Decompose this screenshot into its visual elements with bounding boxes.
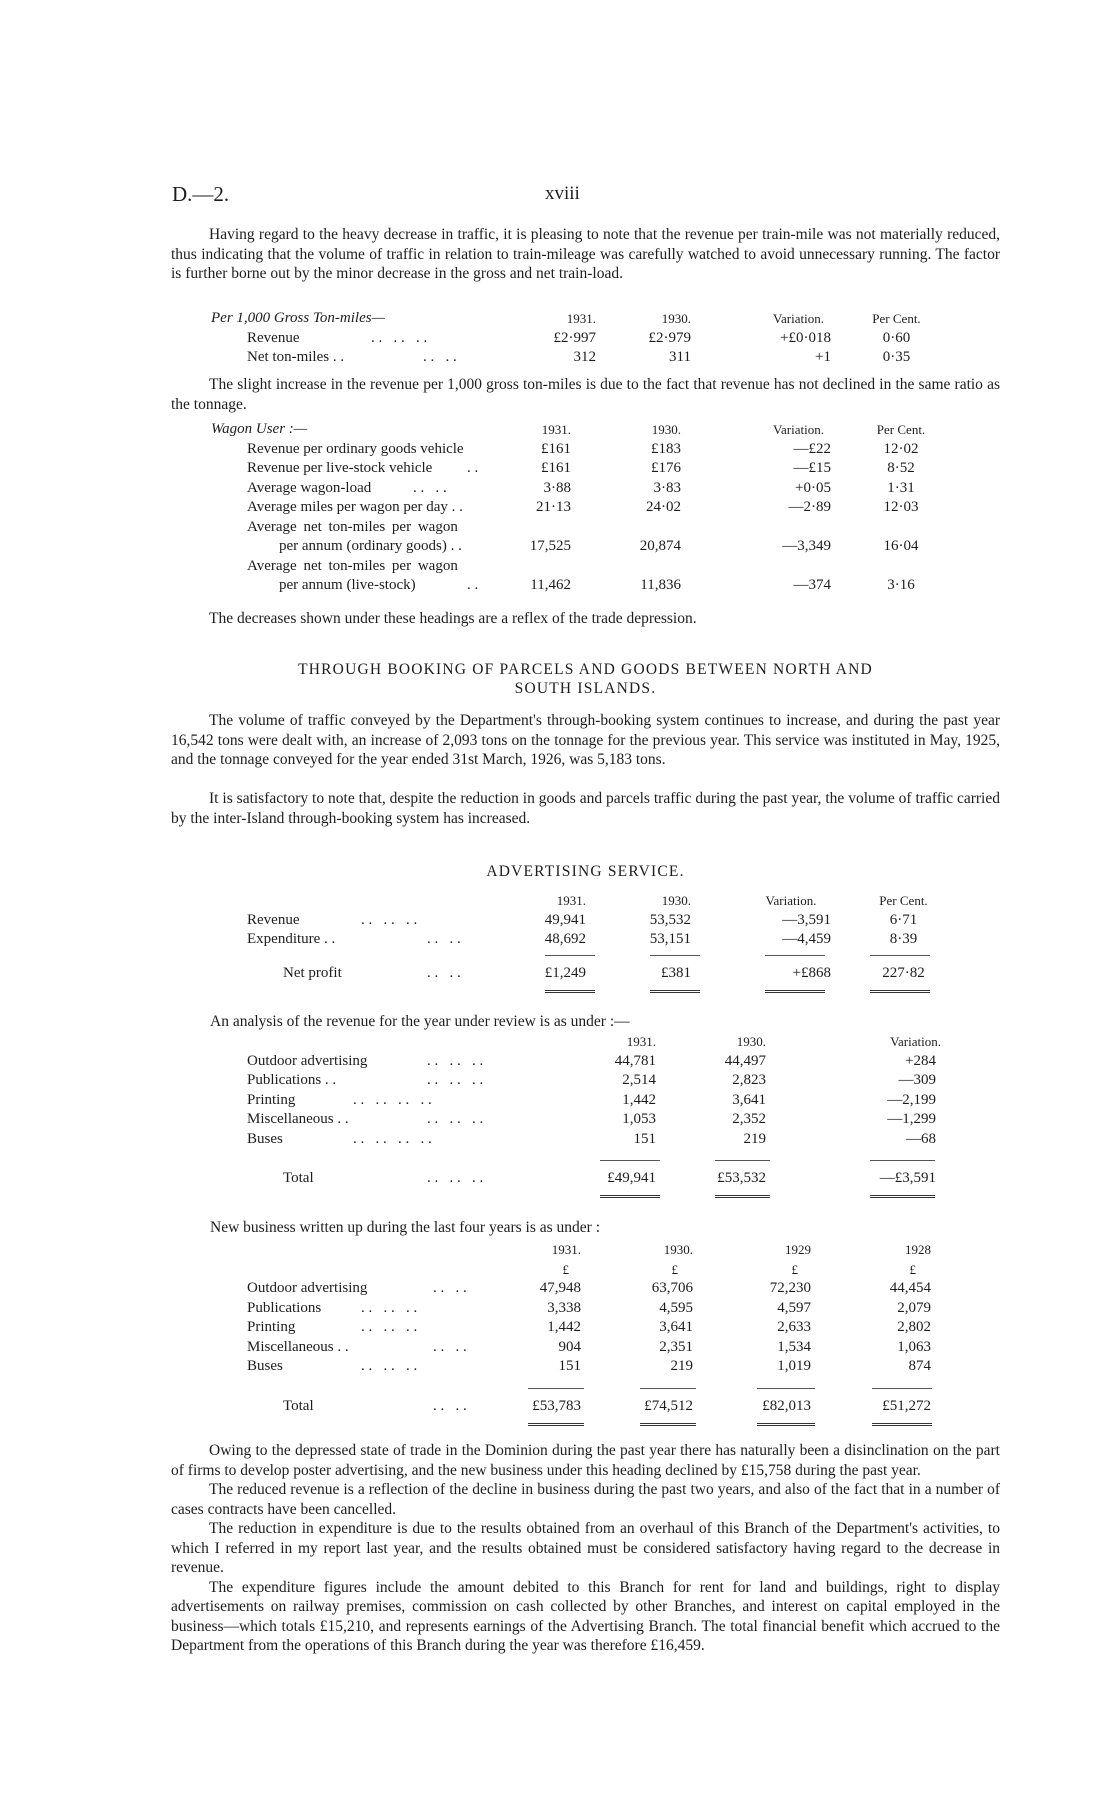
col-header: Variation. [773, 311, 824, 326]
cell: 2,514 [622, 1072, 656, 1088]
table-row [171, 911, 971, 931]
cell: 2,633 [777, 1319, 811, 1335]
cell: 12·03 [883, 499, 919, 515]
row-label: Total [283, 1398, 314, 1414]
cell: 0·35 [882, 349, 911, 365]
cell: 3·88 [543, 479, 571, 496]
double-rule [600, 1195, 660, 1198]
cell: 11,462 [530, 577, 571, 593]
cell: 311 [669, 349, 691, 365]
new-business-total [171, 1397, 1001, 1417]
cell: 312 [573, 349, 596, 365]
table-row [171, 1279, 1001, 1299]
col-header: 1930. [663, 1242, 693, 1257]
cell: 8·52 [887, 460, 915, 476]
rule [545, 955, 595, 956]
col-header: 1931. [541, 422, 571, 437]
advertising-heading: ADVERTISING SERVICE. [486, 863, 685, 880]
double-rule [545, 990, 595, 993]
through-booking-heading-1: THROUGH BOOKING OF PARCELS AND GOODS BETWEEN NORTH AND [298, 661, 873, 678]
advertising-total [171, 964, 971, 984]
double-rule [650, 990, 700, 993]
table-row [171, 964, 971, 984]
cell: 2,802 [897, 1319, 931, 1335]
cell: 53,532 [649, 911, 691, 928]
cell: 48,692 [544, 931, 586, 947]
gross-paragraph: The slight increase in the revenue per 1,000 gross ton-miles is due to the fact that revenue has not declined in the same ratio as the tonnage. [171, 376, 1000, 413]
cell: —3,591 [782, 911, 831, 928]
cell: 0·60 [882, 329, 911, 346]
revenue-analysis-intro: An analysis of the revenue for the year under review is as under :— [210, 1013, 630, 1030]
row-leaders: . . . . . . [371, 329, 428, 346]
cell: £161 [541, 440, 571, 457]
revenue-analysis-table [171, 1032, 1001, 1149]
col-header: 1930. [661, 311, 691, 326]
cell: £161 [541, 460, 571, 476]
row-label: Total [283, 1170, 314, 1186]
row-label: Revenue [247, 329, 300, 346]
cell: 1,534 [777, 1338, 811, 1355]
col-header: 1930. [651, 422, 681, 437]
double-rule [870, 990, 930, 993]
col-header: 1929 [785, 1242, 811, 1257]
cell: 21·13 [536, 499, 571, 515]
row-label: per annum (ordinary goods) . . [279, 538, 462, 554]
cell: 1,019 [777, 1358, 811, 1374]
row-label: Average net ton-miles per wagon [247, 518, 458, 535]
closing-paragraph: Owing to the depressed state of trade in the Dominion during the past year there has naturally been a disinclination on the part of firms to develop poster advertising, and the new business under this heading declined by £15,758 during the past year. [171, 1442, 1000, 1479]
gross-ton-miles-title: Per 1,000 Gross Ton-miles— [211, 310, 385, 326]
currency-symbol: £ [909, 1261, 916, 1277]
cell: £176 [651, 460, 681, 476]
double-rule [528, 1423, 584, 1426]
cell: —68 [906, 1130, 936, 1147]
cell: 17,525 [529, 538, 571, 554]
cell: 44,454 [889, 1280, 931, 1296]
cell: £53,783 [532, 1398, 581, 1414]
row-leaders: . . . . . . [427, 1111, 484, 1127]
cell: 1,063 [897, 1338, 931, 1355]
new-business-intro: New business written up during the last four years is as under : [210, 1219, 601, 1236]
cell: 3,641 [659, 1319, 693, 1335]
row-label: Publications . . [247, 1072, 337, 1088]
cell: —£22 [793, 440, 831, 457]
col-header: 1931. [566, 311, 596, 326]
row-label: Printing [247, 1319, 296, 1335]
cell: 3,641 [732, 1091, 766, 1108]
table-row [171, 1338, 1001, 1358]
row-label: Average wagon-load [247, 479, 372, 496]
table-row [171, 1318, 1001, 1338]
cell: +0·05 [795, 479, 831, 496]
cell: £2·997 [553, 329, 596, 346]
table-row [171, 498, 951, 518]
table-row [171, 1397, 1001, 1417]
table-row [171, 1169, 1001, 1189]
cell: +£0·018 [780, 329, 831, 346]
cell: —2·89 [788, 499, 831, 515]
row-label: Expenditure . . [247, 931, 336, 947]
row-label: Net ton-miles . . [247, 349, 345, 365]
cell: 12·02 [883, 440, 919, 457]
cell: £1,249 [544, 965, 586, 981]
rule [757, 1388, 815, 1389]
col-header: 1930. [736, 1034, 766, 1049]
through-booking-heading-2: SOUTH ISLANDS. [514, 680, 657, 697]
row-leaders: . . . . . . [361, 1319, 418, 1335]
cell: +1 [815, 349, 831, 365]
table-row [171, 1130, 1001, 1150]
closing-section [171, 1441, 1000, 1656]
cell: 44,781 [614, 1052, 656, 1069]
gross-ton-miles-table [171, 309, 951, 368]
cell: —3,349 [782, 538, 831, 554]
cell: 2,079 [897, 1299, 931, 1316]
page-number: xviii [545, 183, 580, 204]
advertising-table [171, 891, 971, 950]
rule [715, 1160, 770, 1161]
col-header: 1928 [905, 1242, 931, 1257]
cell: 219 [670, 1358, 693, 1374]
row-leaders: . . . . [433, 1338, 467, 1355]
cell: 874 [908, 1358, 931, 1374]
rule [640, 1388, 696, 1389]
double-rule [715, 1195, 770, 1198]
cell: 1,442 [547, 1319, 581, 1335]
table-row [171, 1110, 1001, 1130]
row-label: Publications [247, 1299, 322, 1316]
cell: 904 [558, 1338, 581, 1355]
table-row [171, 576, 951, 596]
row-leaders: . . . . . . [361, 1358, 418, 1374]
cell: 227·82 [882, 965, 925, 981]
row-label: Printing [247, 1091, 296, 1108]
cell: 49,941 [544, 911, 586, 928]
wagon-user-title: Wagon User :— [211, 421, 308, 437]
cell: 2,823 [732, 1072, 766, 1088]
row-leaders: . . . . [433, 1280, 467, 1296]
cell: £74,512 [644, 1398, 693, 1414]
cell: £2·979 [648, 329, 691, 346]
row-leaders: . . . . [427, 965, 461, 981]
cell: £183 [651, 440, 681, 457]
row-leaders: . . . . . . . . [353, 1130, 432, 1147]
cell: 3,338 [547, 1299, 581, 1316]
col-header: 1930. [661, 893, 691, 908]
row-label: Net profit [283, 965, 342, 981]
cell: 151 [558, 1358, 581, 1374]
wagon-paragraph: The decreases shown under these headings are a reflex of the trade depression. [209, 610, 697, 627]
row-label: Average net ton-miles per wagon [247, 557, 458, 574]
rule [650, 955, 700, 956]
cell: £381 [661, 965, 691, 981]
table-row [171, 1357, 1001, 1377]
row-label: Revenue per ordinary goods vehicle [247, 440, 464, 457]
cell: 2,352 [732, 1111, 766, 1127]
cell: —309 [898, 1072, 936, 1088]
cell: 44,497 [724, 1052, 766, 1069]
table-row [171, 518, 951, 538]
row-label: Miscellaneous . . [247, 1338, 349, 1355]
cell: 4,595 [659, 1299, 693, 1316]
cell: 219 [743, 1130, 766, 1147]
table-row [171, 930, 971, 950]
currency-symbol: £ [791, 1261, 798, 1277]
rule [870, 1160, 935, 1161]
table-row [171, 1052, 1001, 1072]
row-leaders: . . [467, 460, 479, 476]
cell: 24·02 [646, 499, 681, 515]
cell: £82,013 [762, 1398, 811, 1414]
cell: 1,053 [622, 1111, 656, 1127]
cell: 72,230 [769, 1280, 811, 1296]
cell: 151 [633, 1130, 656, 1147]
double-rule [757, 1423, 815, 1426]
table-row [171, 479, 951, 499]
cell: £51,272 [882, 1398, 931, 1414]
cell: 1·31 [887, 479, 915, 496]
through-booking-paragraph-1: The volume of traffic conveyed by the Department's through-booking system continues to increase, and during the past year 16,542 tons were dealt with, an increase of 2,093 tons on the tonnage for the previous year. This service was instituted in May, 1925, and the tonnage conveyed for the year ended 31st March, 1926, was 5,183 tons. [171, 712, 1000, 768]
row-label: Revenue [247, 911, 300, 928]
rule [872, 1388, 932, 1389]
rule [870, 955, 930, 956]
row-leaders: . . . . . . [361, 911, 418, 928]
cell: 3·16 [887, 577, 915, 593]
row-label: Buses [247, 1130, 283, 1147]
cell: 1,442 [622, 1091, 656, 1108]
row-label: Outdoor advertising [247, 1280, 368, 1296]
double-rule [640, 1423, 696, 1426]
row-leaders: . . . . . . [427, 1052, 484, 1069]
cell: —£15 [793, 460, 831, 476]
rule [765, 955, 825, 956]
cell: —2,199 [887, 1091, 936, 1108]
col-header: Variation. [765, 893, 817, 908]
cell: 53,151 [649, 931, 691, 947]
col-header: 1931. [626, 1034, 656, 1049]
revenue-analysis-total [171, 1169, 1001, 1189]
cell: —1,299 [887, 1111, 936, 1127]
row-label: Miscellaneous . . [247, 1111, 349, 1127]
currency-symbol: £ [562, 1261, 569, 1277]
closing-paragraph: The reduction in expenditure is due to the results obtained from an overhaul of this Branch of the Department's activities, to which I referred in my report last year, and the results obtained must be considered satisfactory having regard to the decrease in revenue. [171, 1520, 1000, 1576]
cell: 16·04 [883, 538, 919, 554]
closing-paragraph: The reduced revenue is a reflection of the decline in business during the past two years, and also of the fact that in a number of cases contracts have been cancelled. [171, 1481, 1000, 1518]
col-header: Variation. [890, 1034, 941, 1049]
cell: 8·39 [889, 931, 918, 947]
cell: 6·71 [889, 911, 918, 928]
cell: 47,948 [539, 1280, 581, 1296]
table-row [171, 459, 951, 479]
table-row [171, 329, 951, 349]
row-leaders: . . . . [423, 349, 457, 365]
row-leaders: . . . . . . [427, 1072, 484, 1088]
col-header: Variation. [773, 422, 824, 437]
cell: +£868 [792, 965, 831, 981]
double-rule [872, 1423, 932, 1426]
cell: £49,941 [607, 1170, 656, 1186]
table-row [171, 1091, 1001, 1111]
col-header: 1931. [551, 1242, 581, 1257]
cell: —374 [793, 577, 831, 593]
new-business-table [171, 1240, 1001, 1377]
row-leaders: . . . . . . [427, 1170, 484, 1186]
cell: 3·83 [653, 479, 681, 496]
table-row [171, 1299, 1001, 1319]
row-leaders: . . [467, 577, 479, 593]
row-leaders: . . . . . . [361, 1299, 418, 1316]
page-ref: D.—2. [172, 182, 230, 206]
row-leaders: . . . . [413, 479, 447, 496]
rule [600, 1160, 660, 1161]
double-rule [765, 990, 825, 993]
cell: +284 [905, 1052, 936, 1069]
row-leaders: . . . . [427, 931, 461, 947]
table-row [171, 1071, 1001, 1091]
cell: £53,532 [717, 1170, 766, 1186]
currency-symbol: £ [671, 1261, 678, 1277]
row-label: Outdoor advertising [247, 1052, 368, 1069]
table-row [171, 537, 951, 557]
cell: 11,836 [640, 577, 681, 593]
row-label: Revenue per live-stock vehicle [247, 460, 433, 476]
rule [528, 1388, 584, 1389]
col-header: Per Cent. [876, 422, 926, 437]
table-row [171, 348, 951, 368]
table-row [171, 440, 951, 460]
row-leaders: . . . . . . . . [353, 1091, 432, 1108]
row-leaders: . . . . [433, 1398, 467, 1414]
table-row [171, 557, 951, 577]
row-label: per annum (live-stock) [279, 577, 416, 593]
cell: 63,706 [651, 1280, 693, 1296]
cell: —4,459 [782, 931, 831, 947]
col-header: Per Cent. [872, 311, 921, 326]
cell: 2,351 [659, 1338, 693, 1355]
cell: 4,597 [777, 1299, 811, 1316]
col-header: 1931. [556, 893, 586, 908]
closing-paragraph: The expenditure figures include the amount debited to this Branch for rent for land and buildings, right to display advertisements on railway premises, commission on cash collected by other Branches, and interest on capital employed in the business—which totals £15,210, and represents earnings of the Advertising Branch. The total financial benefit which accrued to the Department from the operations of this Branch during the year was therefore £16,459. [171, 1578, 1000, 1654]
through-booking-paragraph-2: It is satisfactory to note that, despite the reduction in goods and parcels traffic during the past year, the volume of traffic carried by the inter-Island through-booking system has increased. [171, 790, 1000, 827]
wagon-user-table [171, 420, 951, 596]
cell: —£3,591 [879, 1170, 936, 1186]
row-label: Average miles per wagon per day . . [247, 499, 463, 515]
intro-paragraph: Having regard to the heavy decrease in traffic, it is pleasing to note that the revenue per train-mile was not materially reduced, thus indicating that the volume of traffic in relation to train-mileage was carefully watched to avoid unnecessary running. The factor is further borne out by the minor decrease in the gross and net train-load. [171, 226, 1000, 282]
cell: 20,874 [639, 538, 681, 554]
col-header: Per Cent. [879, 893, 928, 908]
row-label: Buses [247, 1358, 283, 1374]
double-rule [870, 1195, 935, 1198]
